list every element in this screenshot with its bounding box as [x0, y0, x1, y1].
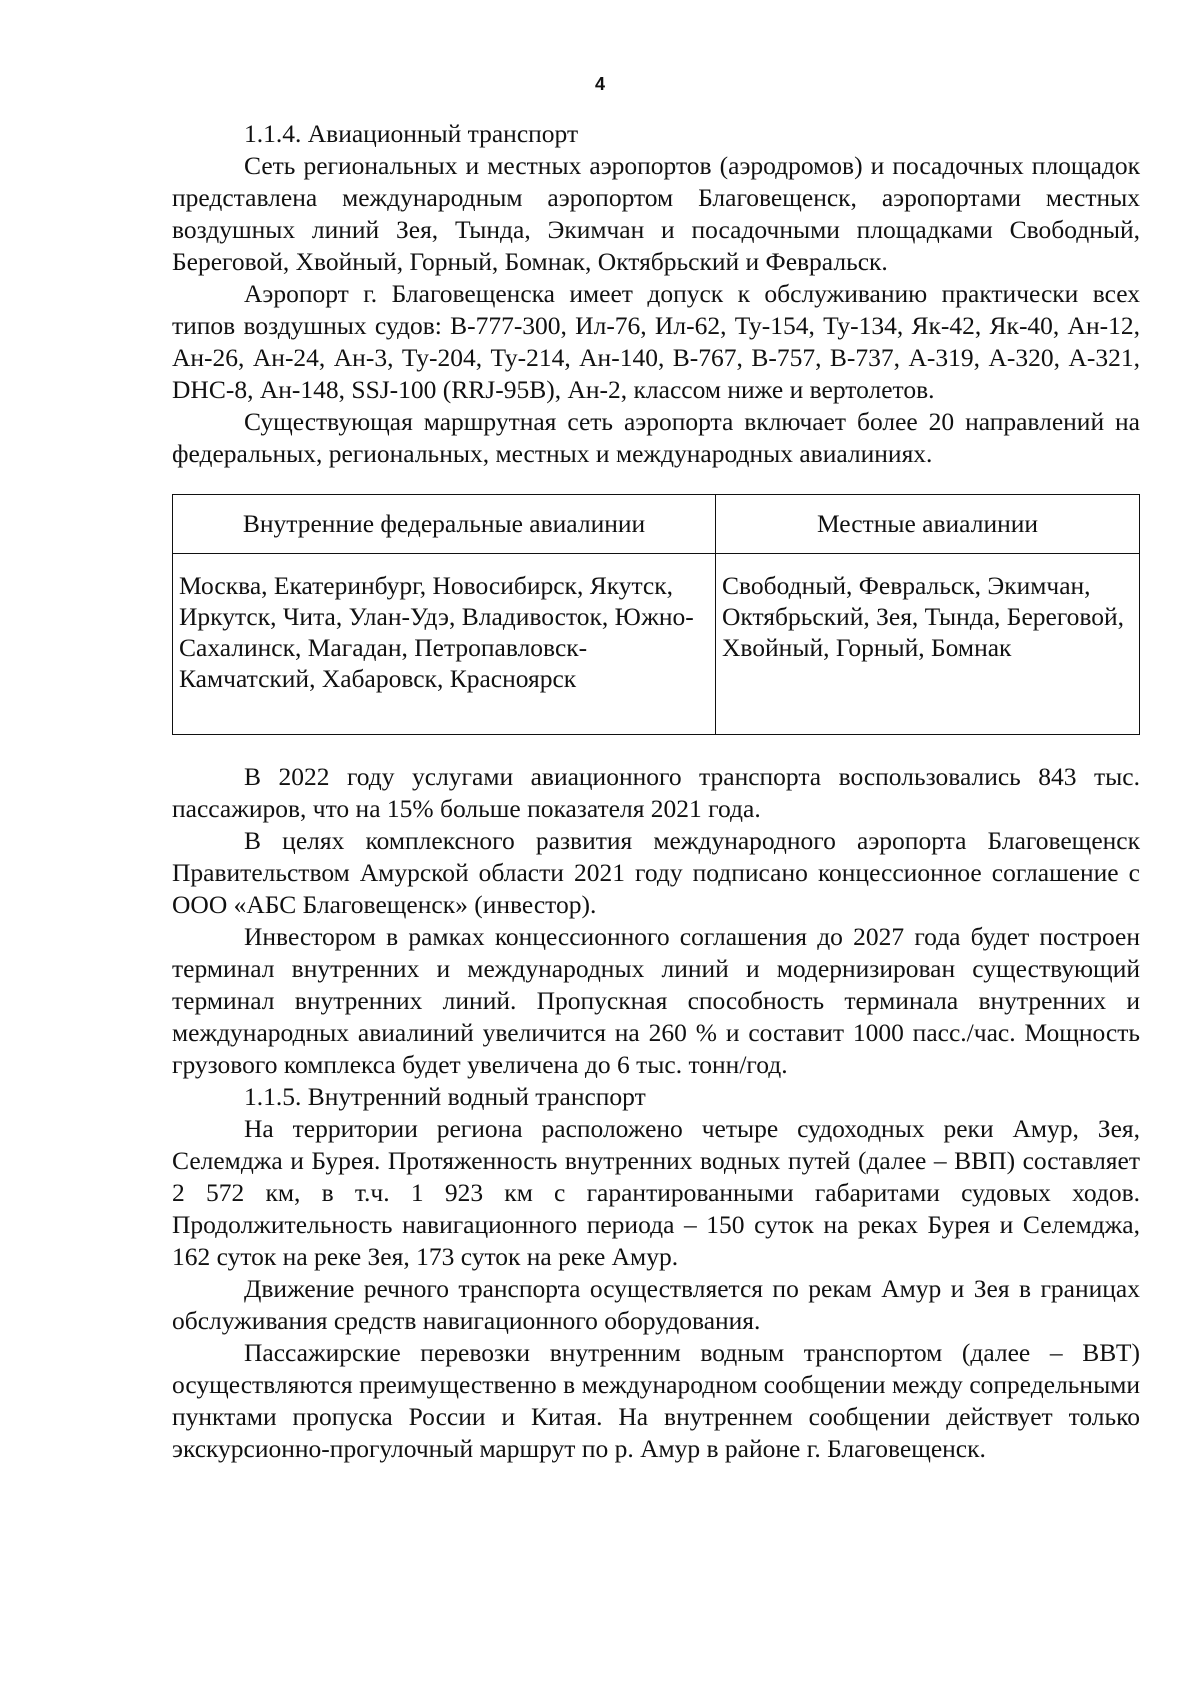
paragraph: В целях комплексного развития международного аэропорта Благовещенск Правительством Амурской области 2021 году подписано концессионное соглашение с ООО «АБС Благовещенск» (инвестор).	[172, 826, 1140, 919]
section-heading-water: 1.1.5. Внутренний водный транспорт	[244, 1082, 646, 1111]
table-cell-federal: Москва, Екатеринбург, Новосибирск, Якутск, Иркутск, Чита, Улан-Удэ, Владивосток, Южно-Сахалинск, Магадан, Петропавловск-Камчатский, Хабаровск, Красноярск	[173, 554, 716, 735]
table-header-row	[173, 495, 1140, 554]
paragraph: Движение речного транспорта осуществляется по рекам Амур и Зея в границах обслуживания средств навигационного оборудования.	[172, 1274, 1140, 1335]
paragraph: В 2022 году услугами авиационного транспорта воспользовались 843 тыс. пассажиров, что на 15% больше показателя 2021 года.	[172, 762, 1140, 823]
paragraph: Сеть региональных и местных аэропортов (аэродромов) и посадочных площадок представлена международным аэропортом Благовещенск, аэропортами местных воздушных линий Зея, Тында, Экимчан и посадочными площадками Свободный, Береговой, Хвойный, Горный, Бомнак, Октябрьский и Февральск.	[172, 151, 1140, 276]
page-number: 4	[594, 74, 605, 94]
paragraph: Существующая маршрутная сеть аэропорта включает более 20 направлений на федеральных, региональных, местных и международных авиалиниях.	[172, 407, 1140, 468]
table-row	[173, 554, 1140, 735]
table-header-local: Местные авиалинии	[716, 495, 1140, 554]
section-heading-aviation: 1.1.4. Авиационный транспорт	[244, 119, 579, 148]
paragraph: Аэропорт г. Благовещенска имеет допуск к обслуживанию практически всех типов воздушных судов: В-777-300, Ил-76, Ил-62, Ту-154, Ту-134, Як-42, Як-40, Ан-12, Ан-26, Ан-24, Ан-3, Ту-204, Ту-214, Ан-140, В-767, В-757, В-737, А-319, А-320, А-321, DHC-8, Ан-148, SSJ-100 (RRJ-95B), Ан-2, классом ниже и вертолетов.	[172, 279, 1140, 404]
table-cell-local: Свободный, Февральск, Экимчан, Октябрьский, Зея, Тында, Береговой, Хвойный, Горный, Бомнак	[716, 554, 1140, 735]
paragraph: Пассажирские перевозки внутренним водным транспортом (далее – ВВТ) осуществляются преимущественно в международном сообщении между сопредельными пунктами пропуска России и Китая. На внутреннем сообщении действует только экскурсионно-прогулочный маршрут по р. Амур в районе г. Благовещенск.	[172, 1338, 1140, 1463]
airlines-table	[172, 494, 1140, 735]
document-body	[172, 118, 1140, 1465]
paragraph: Инвестором в рамках концессионного соглашения до 2027 года будет построен терминал внутренних и международных линий и модернизирован существующий терминал внутренних линий. Пропускная способность терминала внутренних и международных авиалиний увеличится на 260 % и составит 1000 пасс./час. Мощность грузового комплекса будет увеличена до 6 тыс. тонн/год.	[172, 922, 1140, 1079]
paragraph: На территории региона расположено четыре судоходных реки Амур, Зея, Селемджа и Бурея. Протяженность внутренних водных путей (далее – ВВП) составляет 2 572 км, в т.ч. 1 923 км с гарантированными габаритами судовых ходов. Продолжительность навигационного периода – 150 суток на реках Бурея и Селемджа, 162 суток на реке Зея, 173 суток на реке Амур.	[172, 1114, 1140, 1271]
table-header-federal: Внутренние федеральные авиалинии	[173, 495, 716, 554]
